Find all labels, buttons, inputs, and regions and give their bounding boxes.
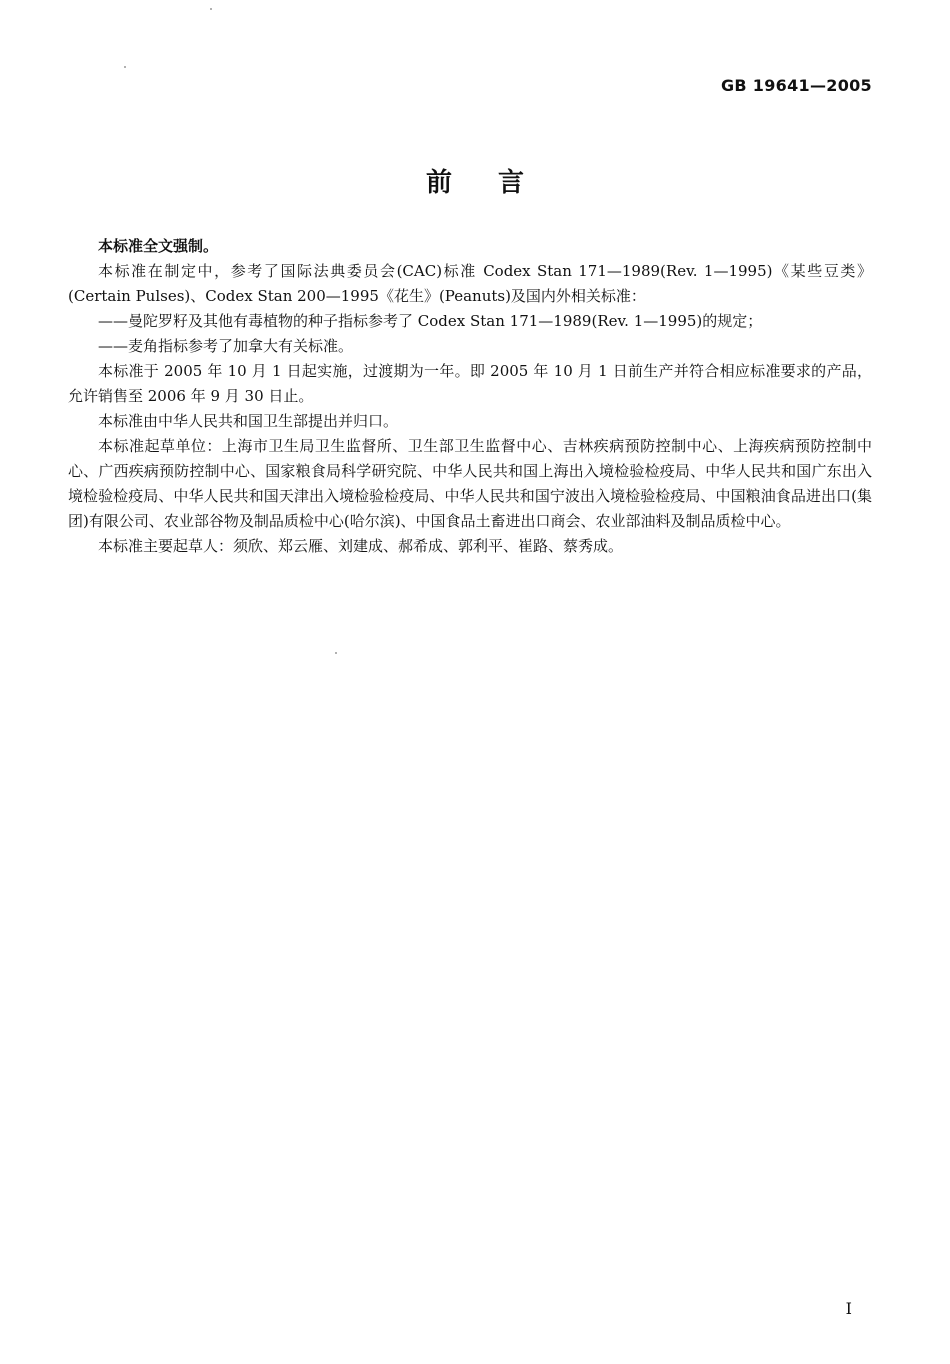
paragraph-datura-item: ——曼陀罗籽及其他有毒植物的种子指标参考了 Codex Stan 171—1989(Rev. 1—1995)的规定； bbox=[98, 312, 763, 330]
page-title: 前言 bbox=[425, 168, 570, 198]
paragraph-ergot-item: ——麦角指标参考了加拿大有关标准。 bbox=[98, 337, 354, 355]
foreword-body bbox=[68, 234, 872, 559]
paragraph-drafters: 本标准主要起草人：须欣、郑云雁、刘建成、郝希成、郭利平、崔路、蔡秀成。 bbox=[98, 537, 624, 555]
paragraph-reference: 本标准在制定中，参考了国际法典委员会(CAC)标准 Codex Stan 171—1989(Rev. 1—1995)《某些豆类》(Certain Pulses)、Codex Stan 200—1995《花生》(Peanuts)及国内外相关标准： bbox=[68, 262, 872, 305]
scan-speck bbox=[210, 8, 212, 10]
paragraph-drafting-units: 本标准起草单位：上海市卫生局卫生监督所、卫生部卫生监督中心、吉林疾病预防控制中心、上海疾病预防控制中心、广西疾病预防控制中心、国家粮食局科学研究院、中华人民共和国上海出入境检验检疫局、中华人民共和国广东出入境检验检疫局、中华人民共和国天津出入境检验检疫局、中华人民共和国宁波出入境检验检疫局、中国粮油食品进出口(集团)有限公司、农业部谷物及制品质检中心(哈尔滨)、中国食品土畜进出口商会、农业部油料及制品质检中心。 bbox=[68, 437, 872, 530]
paragraph-proposer: 本标准由中华人民共和国卫生部提出并归口。 bbox=[98, 412, 399, 430]
paragraph-mandatory: 本标准全文强制。 bbox=[98, 237, 219, 255]
standard-code: GB 19641—2005 bbox=[721, 76, 872, 95]
page-number: I bbox=[845, 1299, 852, 1318]
paragraph-effective-date: 本标准于 2005 年 10 月 1 日起实施，过渡期为一年。即 2005 年 10 月 1 日前生产并符合相应标准要求的产品，允许销售至 2006 年 9 月 30 日止。 bbox=[68, 362, 872, 405]
scan-speck bbox=[335, 652, 337, 654]
scan-speck bbox=[124, 66, 126, 68]
